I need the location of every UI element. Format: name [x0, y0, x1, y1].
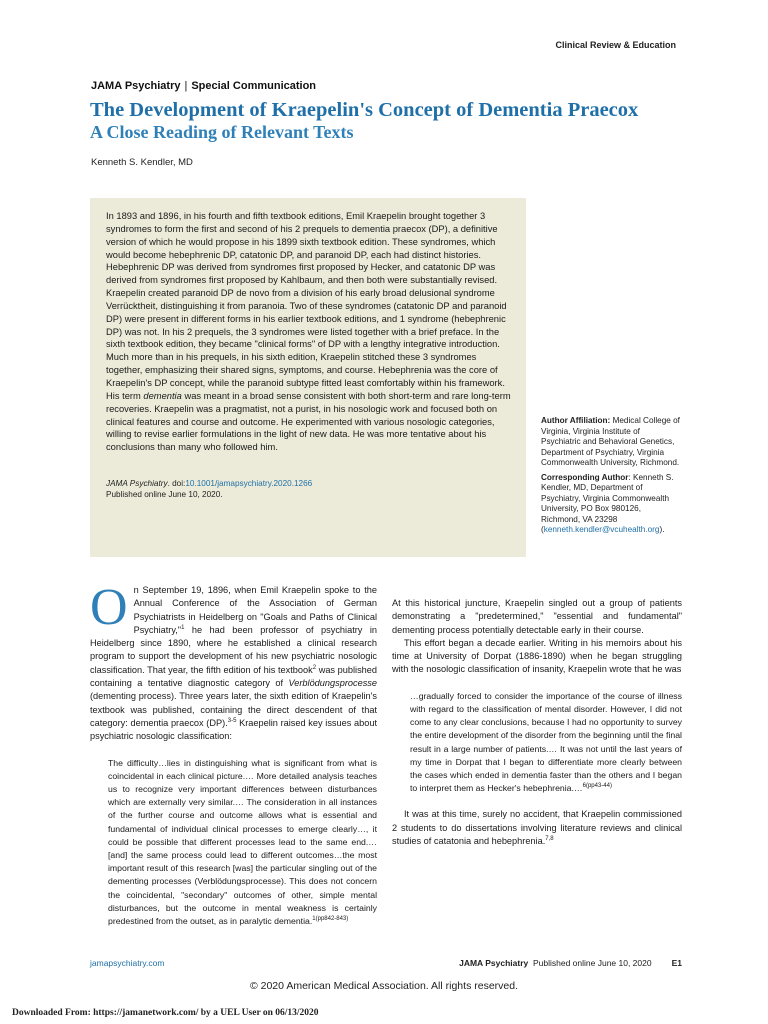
body-column-left [90, 579, 378, 928]
doi-link[interactable]: 10.1001/jamapsychiatry.2020.1266 [185, 479, 313, 489]
ref-sup: 7,8 [545, 835, 554, 842]
corresponding-label: Corresponding Author [541, 472, 629, 482]
abstract-text [106, 210, 512, 454]
affiliation-label: Author Affiliation: [541, 416, 611, 425]
published-date: Published online June 10, 2020. [106, 490, 223, 500]
body-paragraph-4 [392, 808, 682, 848]
separator: | [184, 80, 188, 92]
copyright-notice: © 2020 American Medical Association. All rights reserved. [249, 980, 519, 992]
journal-name: JAMA Psychiatry [91, 80, 181, 92]
author-sidebar [541, 416, 681, 540]
abstract-italic: dementia [143, 390, 182, 401]
quote2-text: …gradually forced to consider the importance of the course of illness with regard to the classification of mental disorder. However, I did not come to any clear conclusions, because I had no opportunity to survey the entire development of the disorder from the beginning until the final result in a large number of patients.… It was not until the last years of my time in Dorpat that I began to differentiate more clearly between the cases which ended in dementia faster than the others and I began to interpret them as Hecker's hebephrenia.… [410, 690, 682, 794]
article-type: Special Communication [191, 80, 317, 92]
citation-journal: JAMA Psychiatry [106, 479, 168, 489]
p1-b: he had been professor of psychiatry in Heidelberg since 1890, where he established a clinical research program to support the development of his new psychiatric nosologic classification. That year, the fifth edition of his textbook [90, 624, 377, 675]
corresponding-end: ). [659, 525, 665, 534]
affiliation-text: Medical College of Virginia, Virginia Institute of Psychiatric and Behavioral Genetics, Department of Psychiatry, Virginia Commonwealth University, Richmond. [541, 416, 680, 467]
p4-text: It was at this time, surely no accident, that Kraepelin commissioned 2 students to do dissertations involving literature reviews and clinical studies of catatonia and hebephrenia. [392, 809, 682, 846]
ref-sup: 2 [312, 664, 317, 671]
ref-sup: 3-5 [227, 717, 237, 724]
body-paragraph-1 [90, 579, 378, 744]
block-quote-2 [392, 690, 682, 796]
ref-sup: 1 [181, 624, 185, 631]
p1-italic: Verblödungsprocesse [288, 678, 377, 689]
abstract-part-2: was meant in a broad sense consistent with both short-term and rare long-term recoveries. Kraepelin was a pragmatist, not a purist, in his nosologic work and focused both on clinical features and course and outcome. He experimented with various nosologic categories, willing to revise earlier formulations in the light of new data. He was more tentative about his conclusions than many who followed him. [106, 390, 511, 453]
page-number: E1 [671, 958, 682, 968]
p1-d: (dementing process). Three years later, the sixth edition of Kraepelin's textbook was published, containing the direct descendent of that category: dementia praecox (DP). [90, 691, 377, 728]
abstract-box [90, 198, 526, 557]
corresponding-text: : Kenneth S. Kendler, MD, Department of Psychiatry, Virginia Commonwealth University, PO Box 980126, Richmond, VA 23298 ( [541, 472, 674, 534]
abstract-part-1: In 1893 and 1896, in his fourth and fifth textbook editions, Emil Kraepelin brought together 3 syndromes to form the first and second of his 2 prequels to dementia praecox (DP), a definitive version of which he would propose in his 1899 sixth textbook edition. These syndromes, which would become hebephrenic DP, catatonic DP, and paranoid DP, each had distinct histories. Hebephrenic DP was derived from syndromes first proposed by Hecker, and catatonic DP was derived from syndromes first proposed by Kahlbaum, and then both were substantially revised. Kraepelin created paranoid DP de novo from a division of his early broad delusional syndrome Verrücktheit, distinguishing it from paranoia. Two of these syndromes (catatonic DP and paranoid DP) were present in different forms in his earlier textbook editions, and 1 syndrome (hebephrenic DP) was not. In his 2 prequels, the 3 syndromes were listed together with a brief preface. In the sixth textbook edition, they became "clinical forms" of DP with a lengthy integrative introduction. Much more than in his prequels, in his sixth edition, Kraepelin stitched these 3 syndromes together, emphasizing their shared signs, symptoms, and course. Hebephrenia was the core of Kraepelin's DP concept, while the paranoid subtype fitted least comfortably within his framework. His term [106, 211, 507, 401]
drop-cap: O [90, 579, 128, 636]
email-link[interactable]: kenneth.kendler@vcuhealth.org [543, 525, 660, 534]
corresponding-author [541, 473, 681, 536]
author-affiliation [541, 416, 681, 469]
footer-right [459, 958, 682, 968]
ref-sup: 1(pp842-843) [312, 916, 349, 923]
journal-line [91, 80, 316, 92]
body-column-right [392, 584, 682, 848]
citation-doi-prefix: . doi: [167, 479, 186, 489]
quote1-text: The difficulty…lies in distinguishing what is significant from what is coincidental in each clinical picture.… More detailed analysis teaches us to recognize very important differences between disturbances which are externally very similar.… The consideration in all instances of the further course and outcome allows what is essential and fundamental of individual clinical processes to emerge clearly…, it could be possible that different processes lead to the same end.… [and] the same process could lead to different outcomes…the most important result of this research [was] the particular singling out of the dementing processes (Verblödungsprocesse). This does not concern the coincidental, "secondary" outcomes of other, simple mental disturbances, but the outcome in mental weakness is certainly predestined from the outset, as in paralytic dementia. [108, 757, 377, 926]
footer-journal: JAMA Psychiatry [459, 958, 529, 968]
p1-a: n September 19, 1896, when Emil Kraepelin spoke to the Annual Conference of the Association of German Psychiatrists in Heidelberg on "Goals and Paths of Clinical Psychiatry," [133, 585, 377, 635]
article-title: The Development of Kraepelin's Concept of Dementia Praecox [90, 99, 639, 121]
article-subtitle: A Close Reading of Relevant Texts [90, 122, 354, 142]
section-label: Clinical Review & Education [555, 40, 676, 50]
p1-e: Kraepelin raised key issues about psychiatric nosologic classification: [90, 717, 377, 742]
download-notice: Downloaded From: https://jamanetwork.com/ by a UEL User on 06/13/2020 [12, 1008, 319, 1018]
p1-c: was published containing a tentative diagnostic category of [90, 664, 378, 689]
body-paragraph-2: At this historical juncture, Kraepelin singled out a group of patients demonstrating a "predetermined," "essential and fundamental" dementing process potentially detectable early in their course. [392, 598, 682, 635]
ref-sup: 6(pp43-44) [582, 783, 612, 790]
footer-url-link[interactable]: jamapsychiatry.com [90, 958, 165, 968]
block-quote-1 [90, 757, 377, 929]
citation [106, 478, 512, 500]
body-paragraph-3: This effort began a decade earlier. Writing in his memoirs about his time at University of Dorpat (1886-1890) when he began struggling with the nosologic classification of insanity, Kraepelin wrote that he was [392, 637, 682, 675]
author-line: Kenneth S. Kendler, MD [91, 157, 193, 168]
footer-published: Published online June 10, 2020 [532, 958, 652, 968]
